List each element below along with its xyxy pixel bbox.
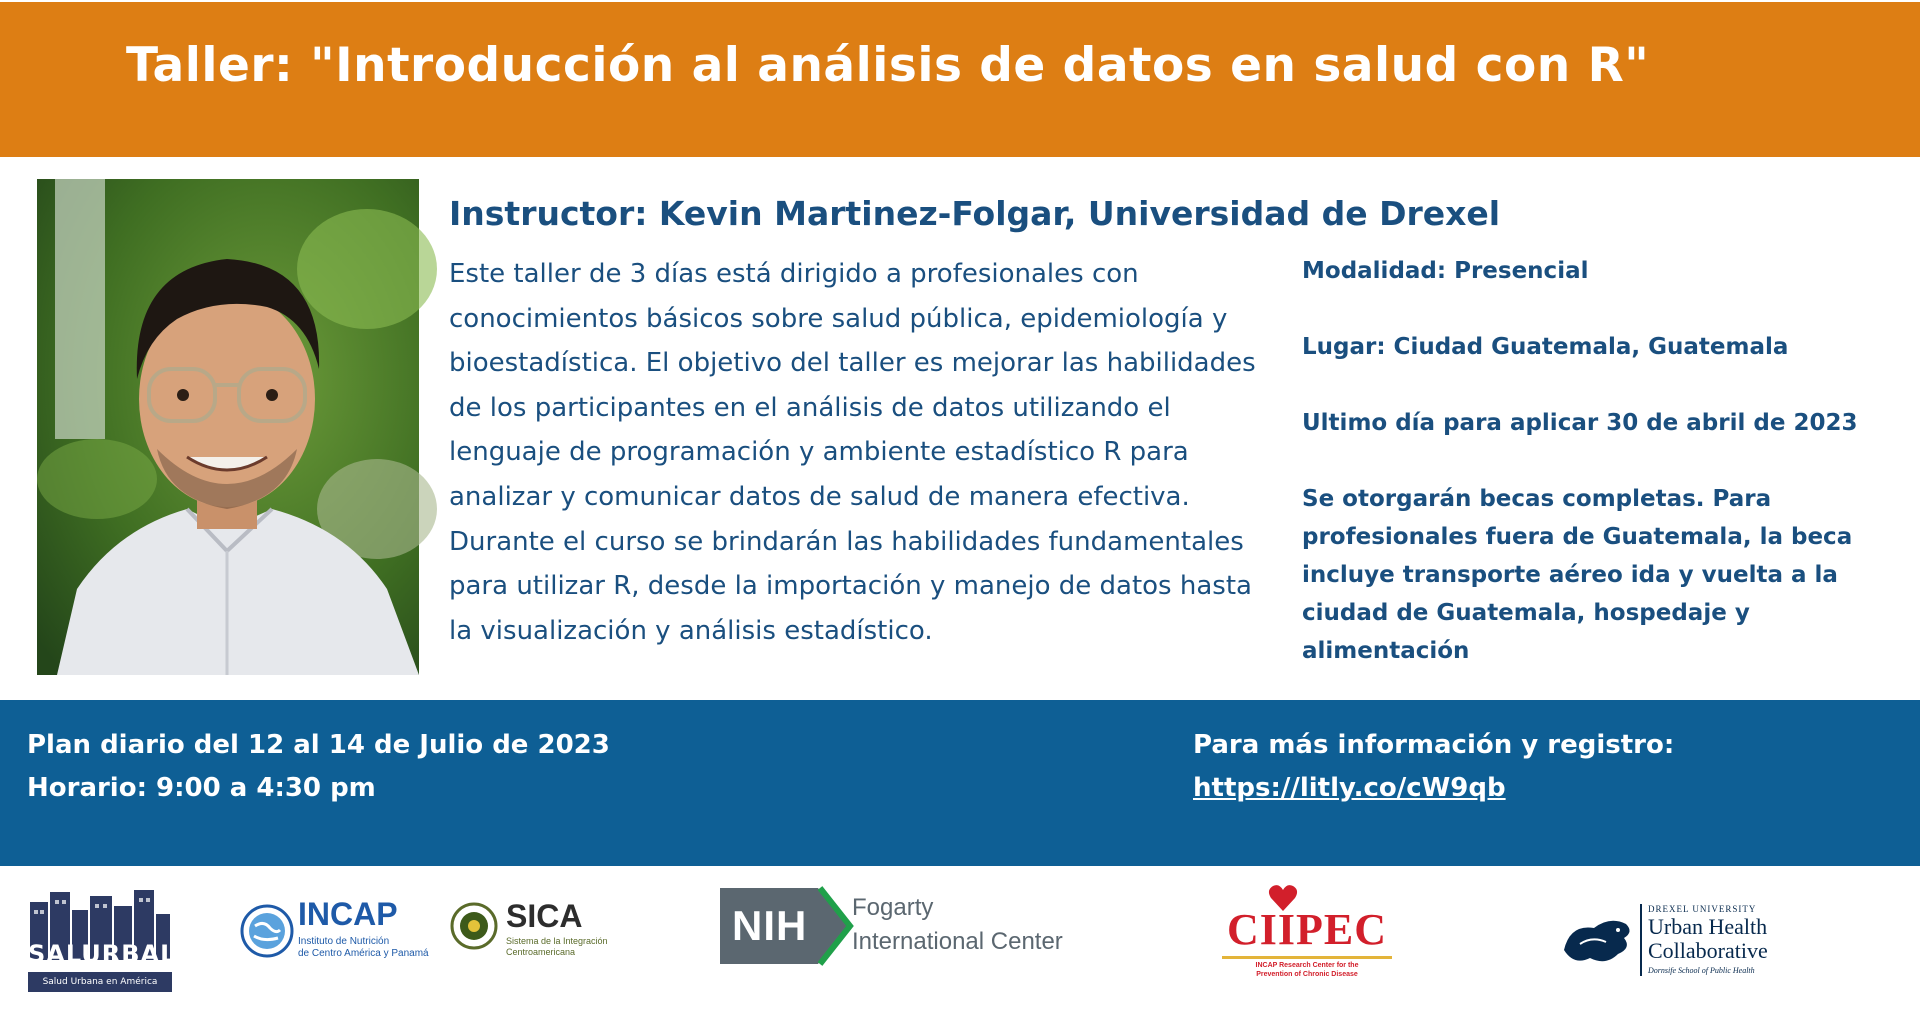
incap-name: INCAP — [298, 896, 398, 932]
drexel-university: DREXEL UNIVERSITY — [1648, 904, 1757, 914]
ciipec-line1: INCAP Research Center for the — [1255, 962, 1359, 969]
sica-name: SICA — [506, 898, 583, 934]
modality-text: Modalidad: Presencial — [1302, 258, 1589, 284]
scholarship-text: Se otorgarán becas completas. Para profesionales fuera de Guatemala, la beca incluye transporte aéreo ida y vuelta a la ciudad de Guatemala, hospedaje y alimentación — [1302, 486, 1853, 664]
nih-fogarty-logo — [720, 886, 1070, 968]
incap-line1: Instituto de Nutrición — [298, 936, 390, 947]
fogarty-line2: International Center — [852, 928, 1063, 955]
ciipec-line2: Prevention of Chronic Disease — [1256, 971, 1358, 978]
drexel-divider — [1640, 904, 1642, 976]
deadline-text: Ultimo día para aplicar 30 de abril de 2023 — [1302, 410, 1858, 436]
ciipec-divider — [1222, 956, 1392, 959]
salurbal-name: SALURBAL — [28, 940, 177, 968]
incap-line2: de Centro América y Panamá — [298, 948, 429, 959]
ciipec-logo — [1222, 884, 1392, 984]
drexel-line2: Collaborative — [1648, 938, 1768, 963]
nih-mark: NIH — [732, 902, 808, 949]
sica-seal-icon — [450, 902, 498, 950]
instructor-photo — [37, 179, 419, 675]
incap-globe-icon — [240, 904, 294, 958]
sica-line1: Sistema de la Integración — [506, 936, 608, 946]
ciipec-name: CIIPEC — [1226, 905, 1388, 954]
salurbal-tagline: Salud Urbana en América Latina — [28, 972, 172, 992]
schedule-plan: Plan diario del 12 al 14 de Julio de 2023 — [27, 730, 610, 760]
sica-line2: Centroamericana — [506, 947, 576, 957]
schedule-band — [0, 700, 1920, 866]
page-title: Taller: "Introducción al análisis de datos en salud con R" — [126, 38, 1650, 93]
incap-logo — [240, 896, 429, 966]
portrait-illustration — [37, 179, 419, 675]
drexel-line1: Urban Health — [1648, 914, 1768, 939]
schedule-hours: Horario: 9:00 a 4:30 pm — [27, 773, 376, 803]
registration-label: Para más información y registro: — [1193, 730, 1675, 760]
registration-link[interactable]: https://litly.co/cW9qb — [1193, 773, 1506, 803]
instructor-heading: Instructor: Kevin Martinez-Folgar, Universidad de Drexel — [449, 194, 1501, 233]
salurbal-logo — [28, 888, 177, 1007]
fogarty-line1: Fogarty — [852, 894, 934, 921]
location-text: Lugar: Ciudad Guatemala, Guatemala — [1302, 334, 1789, 360]
title-banner — [0, 0, 1920, 157]
partner-logos — [0, 866, 1920, 1007]
sica-logo — [450, 898, 608, 958]
drexel-uhc-logo — [1560, 904, 1820, 984]
workshop-description: Este taller de 3 días está dirigido a profesionales con conocimientos básicos sobre salud pública, epidemiología y bioestadística. El objetivo del taller es mejorar las habilidades de los participantes en el análisis de datos utilizando el lenguaje de programación y ambiente estadístico R para analizar y comunicar datos de salud de manera efectiva. Durante el curso se brindarán las habilidades fundamentales para utilizar R, desde la importación y manejo de datos hasta la visualización y análisis estadístico. — [449, 259, 1256, 646]
drexel-line3: Dornsife School of Public Health — [1648, 966, 1755, 975]
drexel-dragon-icon — [1560, 910, 1636, 970]
